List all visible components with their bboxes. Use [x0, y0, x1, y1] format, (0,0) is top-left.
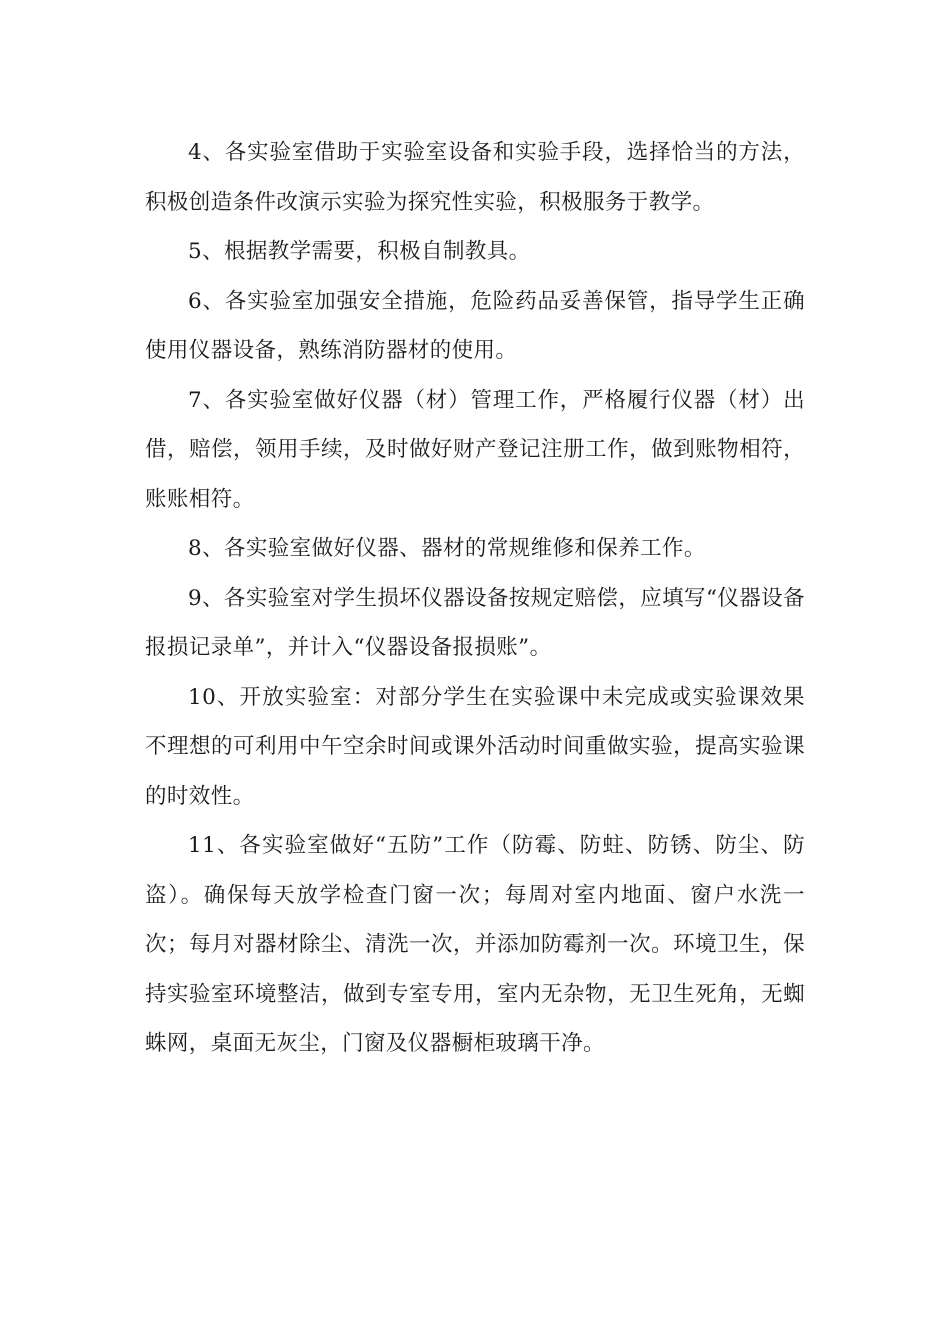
paragraph-item-11: 11、各实验室做好“五防”工作（防霉、防蛀、防锈、防尘、防盗）。确保每天放学检查门窗一次；每周对室内地面、窗户水洗一次；每月对器材除尘、清洗一次，并添加防霉剂一次。环境卫生，保持实验室环境整洁，做到专室专用，室内无杂物，无卫生死角，无蜘蛛网，桌面无灰尘，门窗及仪器橱柜玻璃干净。 — [145, 833, 805, 1056]
paragraph-item-9: 9、各实验室对学生损坏仪器设备按规定赔偿，应填写“仪器设备报损记录单”，并计入“仪器设备报损账”。 — [145, 585, 805, 660]
paragraph-item-7: 7、各实验室做好仪器（材）管理工作，严格履行仪器（材）出借，赔偿，领用手续，及时做好财产登记注册工作，做到账物相符，账账相符。 — [145, 387, 805, 512]
paragraph-item-10: 10、开放实验室：对部分学生在实验课中未完成或实验课效果不理想的可利用中午空余时间或课外活动时间重做实验，提高实验课的时效性。 — [145, 684, 805, 809]
paragraph-item-8: 8、各实验室做好仪器、器材的常规维修和保养工作。 — [188, 536, 706, 561]
paragraph-item-5: 5、根据教学需要，积极自制教具。 — [188, 239, 531, 264]
document-body — [145, 128, 805, 1069]
paragraph-item-6: 6、各实验室加强安全措施，危险药品妥善保管，指导学生正确使用仪器设备，熟练消防器材的使用。 — [145, 288, 805, 363]
paragraph-item-4: 4、各实验室借助于实验室设备和实验手段，选择恰当的方法，积极创造条件改演示实验为探究性实验，积极服务于教学。 — [145, 140, 805, 215]
